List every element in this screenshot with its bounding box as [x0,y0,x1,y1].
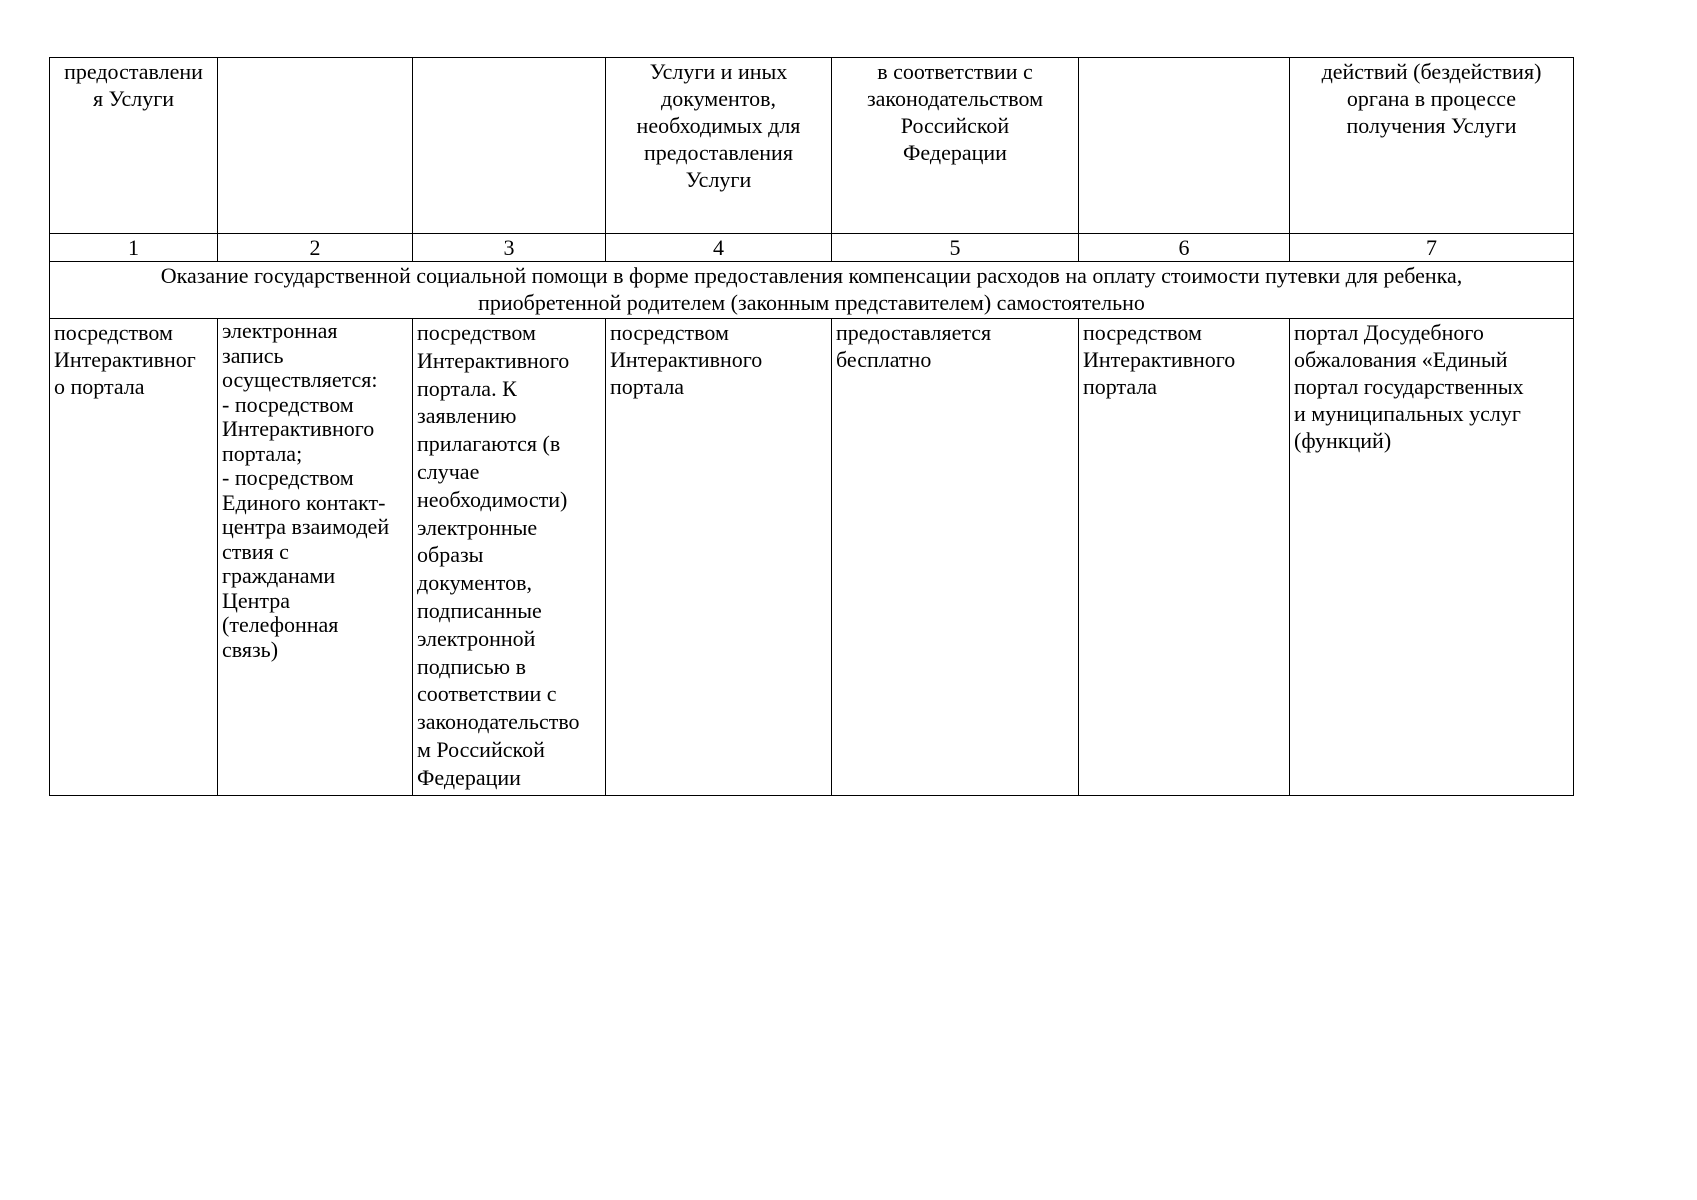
body-cell-4: посредством Интерактивного портала [606,319,832,796]
header-cell-1: предоставлени я Услуги [50,58,218,234]
header-cell-4: Услуги и иных документов, необходимых для предоставления Услуги [606,58,832,234]
table-row [50,319,1574,796]
column-number-4: 4 [606,234,832,262]
column-number-3: 3 [413,234,606,262]
column-number-5: 5 [832,234,1079,262]
body-cell-1: посредством Интерактивног о портала [50,319,218,796]
column-number-7: 7 [1290,234,1574,262]
body-cell-2: электронная запись осуществляется: - посредством Интерактивного портала; - посредством Единого контакт- центра взаимодей ствия с гражданами Центра (телефонная связь) [218,319,413,796]
header-cell-5: в соответствии с законодательством Российской Федерации [832,58,1079,234]
section-title-row [50,262,1574,319]
body-cell-7: портал Досудебного обжалования «Единый портал государственных и муниципальных услуг (функций) [1290,319,1574,796]
header-cell-3 [413,58,606,234]
body-cell-6: посредством Интерактивного портала [1079,319,1290,796]
header-row [50,58,1574,234]
body-cell-3: посредством Интерактивного портала. К заявлению прилагаются (в случае необходимости) электронные образы документов, подписанные электронной подписью в соответствии с законодательство м Российской Федерации [413,319,606,796]
section-title: Оказание государственной социальной помощи в форме предоставления компенсации расходов на оплату стоимости путевки для ребенка, приобретенной родителем (законным представителем) самостоятельно [50,262,1574,319]
header-cell-6 [1079,58,1290,234]
services-table [49,57,1574,796]
header-cell-7: действий (бездействия) органа в процессе получения Услуги [1290,58,1574,234]
column-number-2: 2 [218,234,413,262]
column-numbers-row [50,234,1574,262]
column-number-6: 6 [1079,234,1290,262]
header-cell-2 [218,58,413,234]
body-cell-5: предоставляется бесплатно [832,319,1079,796]
column-number-1: 1 [50,234,218,262]
